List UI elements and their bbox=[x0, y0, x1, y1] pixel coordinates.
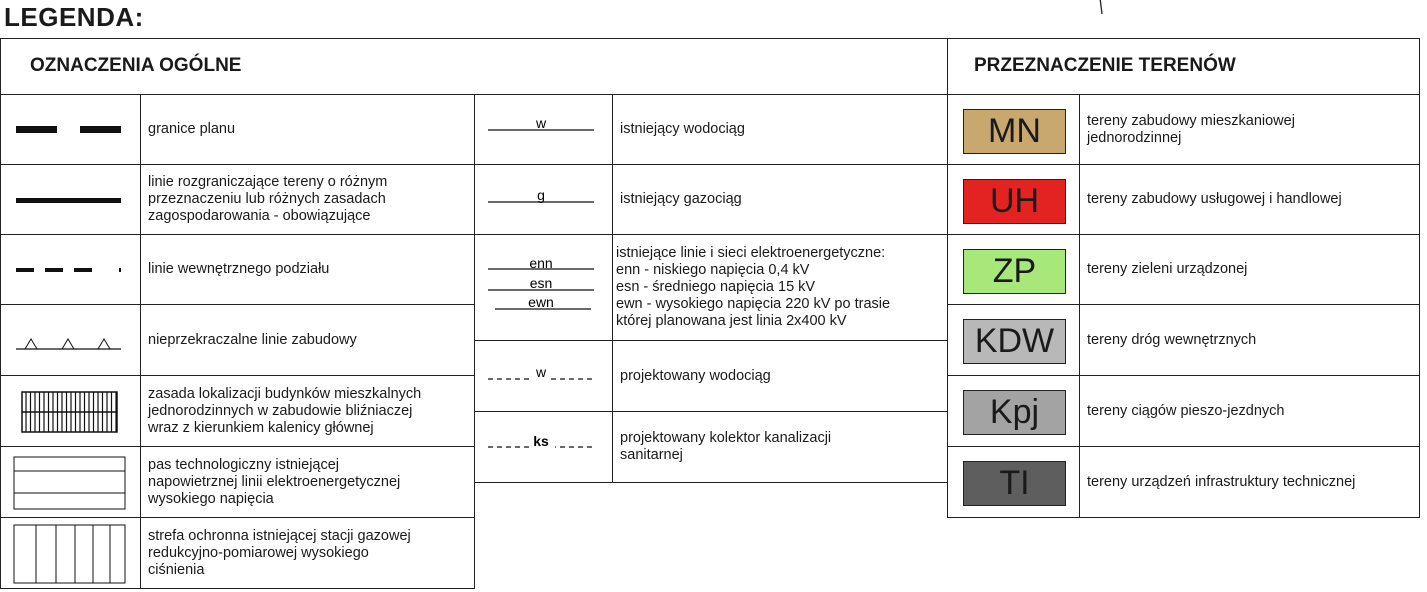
power-lines-symbol bbox=[475, 235, 612, 342]
legend-text: strefa ochronna istniejącej stacji gazowej redukcyjno-pomiarowej wysokiego ciśnienia bbox=[148, 527, 411, 578]
legend-row-sewer-planned bbox=[474, 411, 948, 483]
legend-text: linie wewnętrznego podziału bbox=[148, 261, 330, 277]
water-existing-label: w bbox=[535, 115, 547, 131]
legend-text: tereny ciągów pieszo-jezdnych bbox=[1087, 402, 1285, 419]
plan-boundary-symbol bbox=[1, 95, 140, 166]
landuse-header: PRZEZNACZENIE TERENÓW bbox=[974, 55, 1236, 76]
landuse-row-uh bbox=[947, 164, 1420, 235]
legend-row-water-existing bbox=[474, 94, 948, 165]
sewer-planned-symbol bbox=[475, 412, 612, 484]
legend-text: tereny zabudowy usługowej i handlowej bbox=[1087, 191, 1342, 207]
legend-row-power-strip bbox=[0, 446, 475, 518]
legend-text: pas technologiczny istniejącej napowietrznej linii elektroenergetycznej wysokiego napięcia bbox=[148, 456, 401, 507]
legend-text: istniejące linie i sieci elektroenergetyczne: enn - niskiego napięcia 0,4 kV esn - średniego napięcia 15 kV ewn - wysokiego napięcia 220 kV po trasie której planowana jest linia 2x400 kV bbox=[616, 245, 891, 329]
legend-row-solid-line bbox=[0, 164, 475, 235]
landuse-header-box bbox=[947, 38, 1420, 95]
legend-text: tereny zieleni urządzonej bbox=[1087, 261, 1248, 277]
esn-label: esn bbox=[529, 275, 553, 291]
swatch-zp: ZP bbox=[963, 249, 1066, 294]
legend-text: tereny zabudowy mieszkaniowej jednorodzinnej bbox=[1087, 112, 1295, 146]
legend-text: nieprzekraczalne linie zabudowy bbox=[148, 331, 357, 348]
landuse-row-ti bbox=[947, 446, 1420, 518]
swatch-kpj: Kpj bbox=[963, 390, 1066, 435]
legend-row-power-lines bbox=[474, 234, 948, 341]
landuse-row-zp bbox=[947, 234, 1420, 305]
landuse-row-kpj bbox=[947, 375, 1420, 447]
landuse-row-kdw bbox=[947, 304, 1420, 376]
water-planned-label: w bbox=[535, 364, 547, 380]
gas-existing-label: g bbox=[537, 187, 545, 203]
map-line-fragment bbox=[1098, 0, 1108, 16]
legend-row-building-line bbox=[0, 304, 475, 376]
sewer-planned-label: ks bbox=[533, 433, 549, 449]
ewn-label: ewn bbox=[528, 294, 554, 310]
legend-row-gas-existing bbox=[474, 164, 948, 235]
semi-detached-hatch-symbol bbox=[1, 376, 140, 448]
solid-line-symbol bbox=[1, 165, 140, 236]
legend-text: projektowany kolektor kanalizacji sanitarnej bbox=[620, 430, 832, 463]
general-header-box bbox=[0, 38, 948, 95]
legend-text: projektowany wodociąg bbox=[620, 367, 771, 384]
legend-text: tereny urządzeń infrastruktury technicznej bbox=[1087, 473, 1356, 490]
legend-row-semi-detached bbox=[0, 375, 475, 447]
swatch-mn: MN bbox=[963, 109, 1066, 154]
swatch-uh: UH bbox=[963, 179, 1066, 224]
legend-row-plan-boundary bbox=[0, 94, 475, 165]
water-planned-symbol bbox=[475, 341, 612, 413]
enn-label: enn bbox=[529, 255, 553, 271]
legend-row-gas-zone bbox=[0, 517, 475, 589]
gas-zone-symbol bbox=[1, 518, 140, 590]
building-line-symbol bbox=[1, 305, 140, 377]
landuse-row-mn bbox=[947, 94, 1420, 165]
legend-title: LEGENDA: bbox=[4, 2, 144, 32]
swatch-kdw: KDW bbox=[963, 319, 1066, 364]
water-existing-symbol bbox=[475, 95, 612, 166]
legend-text: linie rozgraniczające tereny o różnym przeznaczeniu lub różnych zasadach zagospodarowania - obowiązujące bbox=[148, 174, 388, 224]
legend-text: istniejący wodociąg bbox=[620, 121, 745, 137]
legend-text: zasada lokalizacji budynków mieszkalnych jednorodzinnych w zabudowie bliźniaczej wraz z kierunkiem kalenicy głównej bbox=[148, 385, 422, 436]
legend-text: tereny dróg wewnętrznych bbox=[1087, 331, 1257, 348]
legend-text: istniejący gazociąg bbox=[620, 191, 742, 207]
gas-existing-symbol bbox=[475, 165, 612, 236]
power-strip-symbol bbox=[1, 447, 140, 519]
general-header: OZNACZENIA OGÓLNE bbox=[30, 55, 242, 76]
swatch-ti: TI bbox=[963, 461, 1066, 506]
legend-row-water-planned bbox=[474, 340, 948, 412]
legend-row-dashed-line bbox=[0, 234, 475, 305]
legend-text: granice planu bbox=[148, 121, 236, 137]
dashed-line-symbol bbox=[1, 235, 140, 306]
